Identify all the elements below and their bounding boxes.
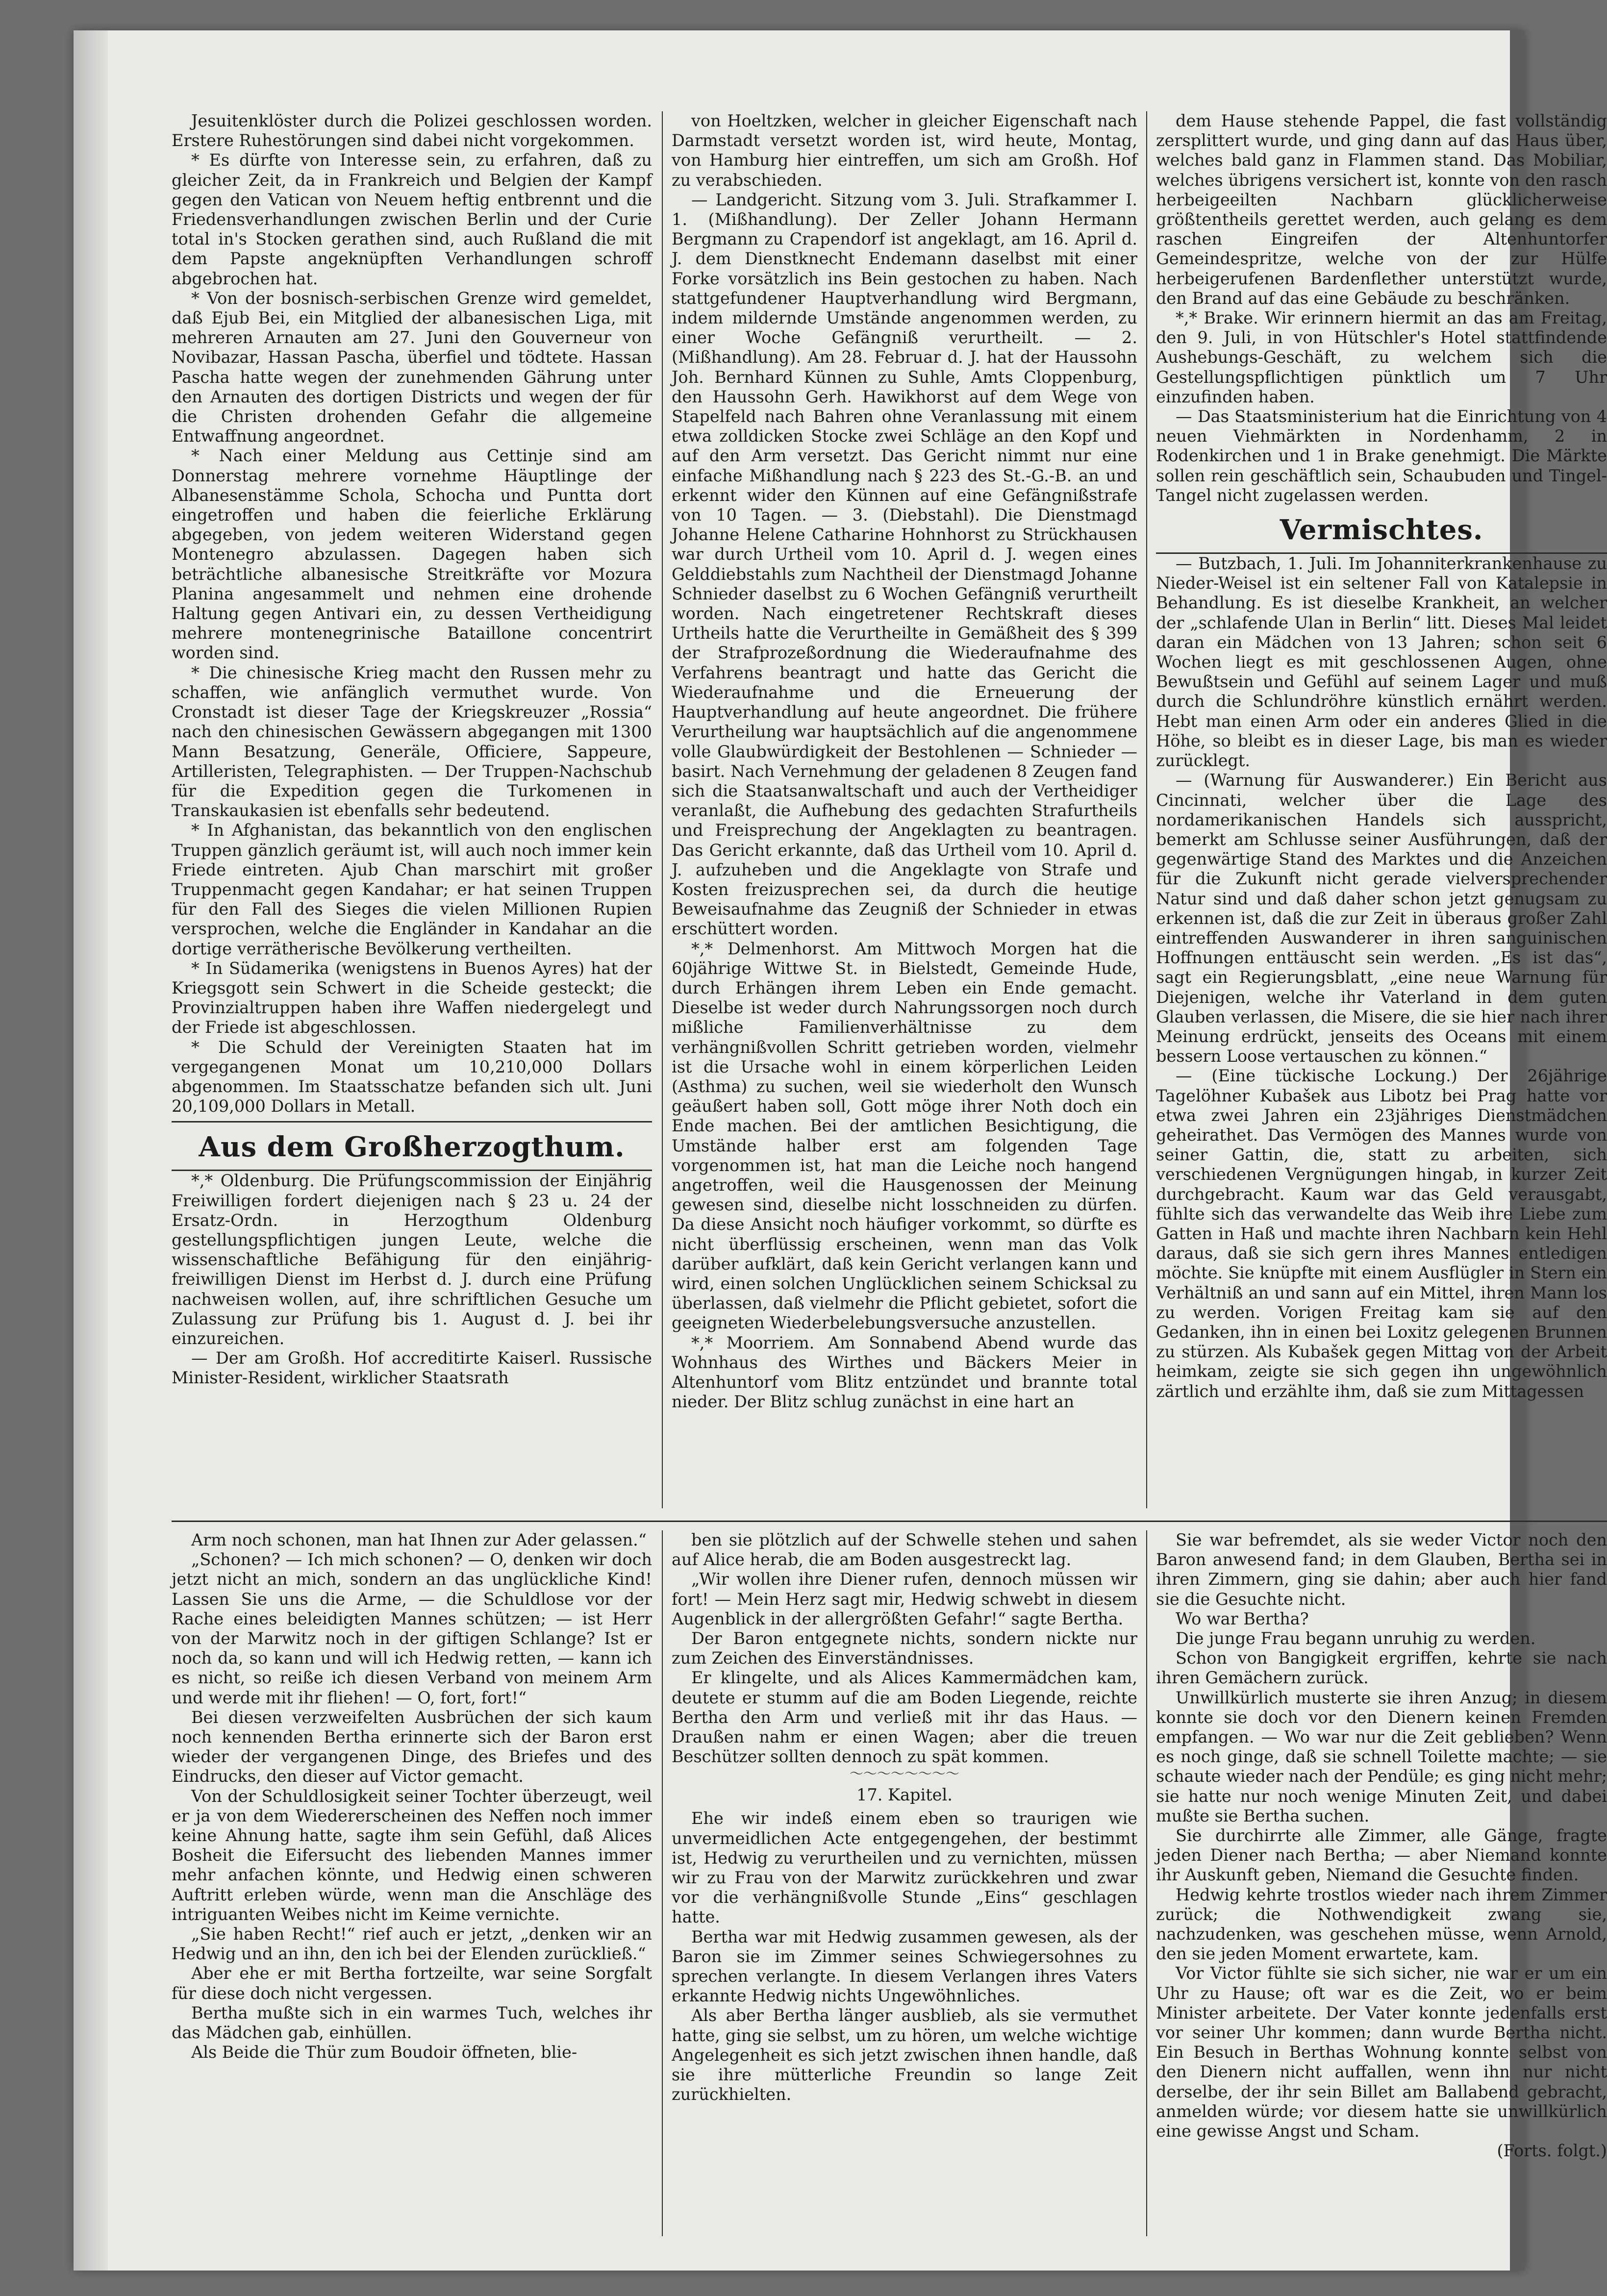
column-divider-2	[1146, 111, 1147, 1508]
paragraph: * In Afghanistan, das bekanntlich von den englischen Truppen gänzlich geräumt ist, will auch noch immer kein Friede eintreten. Ajub Chan marschirt mit großer Truppenmacht gegen Kandahar; er hat seinen Truppen für den Fall des Sieges die vielen Millionen Rupien versprochen, welche die Engländer in Kandahar an die dortige verrätherische Bevölkerung vertheilten.	[172, 821, 652, 958]
bottom-divider-2	[1146, 1530, 1147, 2236]
paragraph: — (Eine tückische Lockung.) Der 26jährige Tagelöhner Kubašek aus Libotz bei Prag hatte vor etwa zwei Jahren ein 23jähriges Dienstmädchen geheirathet. Das Vermögen des Mannes wurde von seiner Gattin, die, statt zu arbeiten, sich verschiedenen Vergnügungen hingab, in kurzer Zeit durchgebracht. Kaum war das Geld verausgabt, fühlte sich das verwandelte das Weib ihre Liebe zum Gatten in Haß und machte ihren Nachbarn kein Hehl daraus, daß sie sich gern ihres Mannes entledigen möchte. Sie knüpfte mit einem Ausflügler in Stern ein Verhältniß an und sann auf ein Mittel, ihren Mann los zu werden. Vorigen Freitag kam sie auf den Gedanken, ihn in einen bei Loxitz gelegenen Brunnen zu stürzen. Als Kubašek gegen Mittag von der Arbeit heimkam, zeigte sie sich gegen ihn ungewöhnlich zärtlich und erzählte ihm, daß sie zum Mittagessen	[1156, 1066, 1607, 1401]
paragraph: Bertha mußte sich in ein warmes Tuch, welches ihr das Mädchen gab, einhüllen.	[172, 2003, 652, 2043]
feuilleton-divider	[172, 1521, 1607, 1522]
paragraph: *,* Brake. Wir erinnern hiermit an das am Freitag, den 9. Juli, in von Hütschler's Hotel stattfindende Aushebungs-Geschäft, zu welchem sich die Gestellungspflichtigen pünktlich um 7 Uhr einzufinden haben.	[1156, 308, 1607, 406]
paragraph: Vor Victor fühlte sie sich sicher, nie war er um ein Uhr zu Hause; oft war es die Zeit, wo er beim Minister arbeitete. Der Vater konnte jedenfalls erst vor seiner Uhr kommen; dann wurde Bertha nicht. Ein Besuch in Berthas Wohnung konnte selbst von den Dienern nicht auffallen, wenn ihn nur nicht derselbe, der ihr sein Billet am Ballabend gebracht, anmelden würde; vor diesem hatte sie unwillkürlich eine gewisse Angst und Scham.	[1156, 1964, 1607, 2141]
paragraph: „Sie haben Recht!“ rief auch er jetzt, „denken wir an Hedwig und an ihn, den ich bei der Elenden zurückließ.“	[172, 1924, 652, 1964]
paragraph: Die junge Frau begann unruhig zu werden.	[1176, 1629, 1536, 1648]
top-col1-after	[172, 1171, 652, 1388]
top-column-2	[672, 111, 1137, 1508]
paragraph: — Landgericht. Sitzung vom 3. Juli. Strafkammer I. 1. (Mißhandlung). Der Zeller Johann Hermann Bergmann zu Crapendorf ist angeklagt, am 16. April d. J. dem Dienstknecht Endemann daselbst mit einer Forke vorsätzlich ins Bein gestochen zu haben. Nach stattgefundener Hauptverhandlung wird Bergmann, indem mildernde Umstände angenommen werden, zu einer Woche Gefängniß verurtheilt. — 2. (Mißhandlung). Am 28. Februar d. J. hat der Haussohn Joh. Bernhard Künnen zu Suhle, Amts Cloppenburg, den Haussohn Gerh. Hawikhorst auf dem Wege von Stapelfeld nach Bahren ohne Veranlassung mit einem etwa zolldicken Stocke zwei Schläge an den Kopf und auf den Arm versetzt. Das Gericht nimmt nur eine einfache Mißhandlung nach § 223 des St.-G.-B. an und erkennt wider den Künnen auf eine Gefängnißstrafe von 10 Tagen. — 3. (Diebstahl). Die Dienstmagd Johanne Helene Catharine Hohnhorst zu Strückhausen war durch Urtheil vom 10. April d. J. wegen eines Gelddiebstahls zum Nachtheil der Dienstmagd Johanne Schnieder daselbst zu 6 Wochen Gefängniß verurtheilt worden. Nach eingetretener Rechtskraft dieses Urtheils hatte die Verurtheilte in Gemäßheit des § 399 der Strafprozeßordnung die Wiederaufnahme des Verfahrens beantragt und hatte das Gericht die Wiederaufnahme und die Erneuerung der Hauptverhandlung auf heute angeordnet. Die frühere Verurtheilung war hauptsächlich auf die angenommene volle Glaubwürdigkeit der Bestohlenen — Schnieder — basirt. Nach Vernehmung der geladenen 8 Zeugen fand sich die Staatsanwaltschaft und auch der Vertheidiger veranlaßt, die Aufhebung des gedachten Strafurtheils und Freisprechung der Angeklagten zu beantragen. Das Gericht erkannte, daß das Urtheil vom 10. April d. J. aufzuheben und die Angeklagte von Strafe und Kosten freizusprechen sei, da durch die heutige Beweisaufnahme das Zeugniß der Schnieder in etwas erschüttert worden.	[672, 190, 1137, 939]
top-col3-paragraphs	[1156, 111, 1607, 505]
top-column-3	[1156, 111, 1607, 1508]
bottom-col2-after	[672, 1809, 1137, 2104]
paragraph: * In Südamerika (wenigstens in Buenos Ayres) hat der Kriegsgott sein Schwert in die Scheide gesteckt; die Provinzialtruppen haben ihre Waffen niedergelegt und der Friede ist abgeschlossen.	[172, 958, 652, 1037]
page-spine-shadow	[74, 30, 108, 2271]
bottom-column-2	[672, 1530, 1137, 2236]
paragraph: — Der am Großh. Hof accreditirte Kaiserl. Russische Minister-Resident, wirklicher Staatsrath	[172, 1348, 652, 1388]
paragraph: Als aber Bertha länger ausblieb, als sie vermuthet hatte, ging sie selbst, um zu hören, um welche wichtige Angelegenheit es sich jetzt zwischen ihnen handle, daß sie ihre mütterliche Freundin so lange Zeit zurückhielten.	[672, 2006, 1137, 2104]
paragraph: Unwillkürlich musterte sie ihren Anzug; in diesem konnte sie doch vor den Dienern keinen Fremden empfangen. — Wo war nur die Zeit geblieben? Wenn es noch ginge, daß sie schnell Toilette machte; — sie schaute wieder nach der Pendüle; es ging nicht mehr; sie hatte nur noch wenige Minuten Zeit, und dabei mußte sie Bertha suchen.	[1156, 1688, 1607, 1825]
bottom-col1-paragraphs	[172, 1530, 652, 2062]
top-col1-paragraphs	[172, 111, 652, 1116]
paragraph: dem Hause stehende Pappel, die fast vollständig zersplittert wurde, und ging dann auf das Haus über, welches bald ganz in Flammen stand. Das Mobiliar, welches übrigens versichert ist, konnte von den rasch herbeigeeilten Nachbarn glücklicherweise größtentheils gerettet werden, auch gelang es dem raschen Eingreifen der Altenhuntorfer Gemeindespritze, welche von der zur Hülfe herbeigerufenen Bardenflether unterstützt wurde, den Brand auf das eine Gebäude zu beschränken.	[1156, 111, 1607, 308]
bottom-divider-1	[662, 1530, 663, 2236]
paragraph: Bei diesen verzweifelten Ausbrüchen der sich kaum noch kennenden Bertha erinnerte sich der Baron erst wieder der vergangenen Dinge, des Briefes und des Eindrucks, den dieser auf Victor gemacht.	[172, 1707, 652, 1786]
paragraph: Schon von Bangigkeit ergriffen, kehrte sie nach ihren Gemächern zurück.	[1156, 1648, 1607, 1688]
paragraph: *,* Oldenburg. Die Prüfungscommission der Einjährig Freiwilligen fordert diejenigen nach § 23 u. 24 der Ersatz-Ordn. in Herzogthum Oldenburg gestellungspflichtigen jungen Leute, welche die wissenschaftliche Befähigung für den einjährig-freiwilligen Dienst im Herbst d. J. durch eine Prüfung nachweisen wollen, auf, ihre schriftlichen Gesuche um Zulassung zur Prüfung bis 1. August d. J. bei ihr einzureichen.	[172, 1171, 652, 1348]
paragraph: Sie durchirrte alle Zimmer, alle Gänge, fragte jeden Diener nach Bertha; — aber Niemand konnte ihr Auskunft geben, Niemand die Gesuchte finden.	[1156, 1826, 1607, 1885]
top-column-1	[172, 111, 652, 1508]
paragraph: — Butzbach, 1. Juli. Im Johanniterkrankenhause zu Nieder-Weisel ist ein seltener Fall von Katalepsie in Behandlung. Es ist dieselbe Krankheit, an welcher der „schlafende Ulan in Berlin“ litt. Dieses Mal leidet daran ein Mädchen von 13 Jahren; schon seit 6 Wochen liegt es mit geschlossenen Augen, ohne Bewußtsein und Gefühl auf seinem Lager und muß durch die Schlundröhre künstlich ernährt werden. Hebt man einen Arm oder ein anderes Glied in die Höhe, so bleibt es in dieser Lage, bis man es wieder zurücklegt.	[1156, 554, 1607, 771]
paragraph: Wo war Bertha?	[1176, 1609, 1309, 1628]
section-heading-vermischtes: Vermischtes.	[1280, 514, 1483, 547]
column-divider-1	[662, 111, 663, 1508]
bottom-column-1	[172, 1530, 652, 2236]
paragraph: Arm noch schonen, man hat Ihnen zur Ader gelassen.“	[191, 1530, 647, 1549]
paragraph: Der Baron entgegnete nichts, sondern nickte nur zum Zeichen des Einverständnisses.	[672, 1629, 1137, 1668]
paragraph: *,* Moorriem. Am Sonnabend Abend wurde das Wohnhaus des Wirthes und Bäckers Meier in Altenhuntorf vom Blitz entzündet und brannte total nieder. Der Blitz schlug zunächst in eine hart an	[672, 1333, 1137, 1412]
paragraph: — (Warnung für Auswanderer.) Ein Bericht aus Cincinnati, welcher über die Lage des nordamerikanischen Handels sich ausspricht, bemerkt am Schlusse seiner Ausführungen, daß der gegenwärtige Stand des Marktes und die Anzeichen für die Zukunft nicht gerade vielversprechender Natur sind und daß daher schon jetzt genugsam zu erkennen ist, daß die zur Zeit in überaus großer Zahl eintreffenden Auswanderer in ihren sanguinischen Hoffnungen enttäuscht sein werden. „Es ist das“, sagt ein Regierungsblatt, „eine neue Warnung für Diejenigen, welche ihr Vaterland in dem guten Glauben verlassen, die Misere, die sie hier nach ihrer Meinung erdrückt, jenseits des Oceans mit einem bessern Loose vertauschen zu können.“	[1156, 771, 1607, 1066]
top-col2-paragraphs	[672, 111, 1137, 1412]
paragraph: Jesuitenklöster durch die Polizei geschlossen worden. Erstere Ruhestörungen sind dabei nicht vorgekommen.	[172, 111, 652, 150]
paragraph: „Wir wollen ihre Diener rufen, dennoch müssen wir fort! — Mein Herz sagt mir, Hedwig schwebt in diesem Augenblick in der allergrößten Gefahr!“ sagte Bertha.	[672, 1570, 1137, 1628]
paragraph: Von der Schuldlosigkeit seiner Tochter überzeugt, weil er ja von dem Wiedererscheinen des Neffen noch immer keine Ahnung hatte, sagte ihm sein Gefühl, daß Alices Bosheit die Eifersucht des liebenden Mannes immer mehr anfachen könnte, und Hedwig einen schweren Auftritt erleben würde, wenn man die Anschläge des intriguanten Weibes nicht im Keime vernichte.	[172, 1786, 652, 1924]
paragraph: Ehe wir indeß einem eben so traurigen wie unvermeidlichen Acte entgegengehen, der bestimmt ist, Hedwig zu verurtheilen und zu vernichten, müssen wir zu Frau von der Marwitz zurückkehren und zwar vor die verhängnißvolle Stunde „Eins“ geschlagen hatte.	[672, 1809, 1137, 1927]
paragraph: Als Beide die Thür zum Boudoir öffneten, blie-	[191, 2043, 578, 2062]
paragraph: Sie war befremdet, als sie weder Victor noch den Baron anwesend fand; in dem Glauben, Bertha sei in ihren Zimmern, ging sie dahin; aber auch hier fand sie die Gesuchte nicht.	[1156, 1530, 1607, 1609]
heading-rule-top	[172, 1121, 652, 1123]
newspaper-page	[74, 30, 1607, 2271]
paragraph: * Die chinesische Krieg macht den Russen mehr zu schaffen, wie anfänglich vermuthet wurde. Von Cronstadt ist dieser Tage der Kriegskreuzer „Rossia“ nach den chinesischen Gewässern abgegangen mit 1300 Mann Besatzung, Generäle, Officiere, Sappeure, Artilleristen, Telegraphisten. — Der Truppen-Nachschub für die Expedition gegen die Turkomenen in Transkaukasien ist ebenfalls sehr bedeutend.	[172, 663, 652, 821]
paragraph: * Die Schuld der Vereinigten Staaten hat im vergegangenen Monat um 10,210,000 Dollars abgenommen. Im Staatsschatze befanden sich ult. Juni 20,109,000 Dollars in Metall.	[172, 1037, 652, 1116]
chapter-ornament: 〜〜〜〜〜〜〜〜	[849, 1766, 959, 1782]
paragraph: Aber ehe er mit Bertha fortzeilte, war seine Sorgfalt für diese doch nicht vergessen.	[172, 1964, 652, 2003]
paragraph: * Nach einer Meldung aus Cettinje sind am Donnerstag mehrere vornehme Häuptlinge der Albanesenstämme Schola, Schocha und Puntta dort eingetroffen und haben die feierliche Erklärung abgegeben, von jedem weiteren Widerstand gegen Montenegro abzulassen. Dagegen haben sich beträchtliche albanesische Streitkräfte vor Mozura Planina angesammelt und nehmen eine drohende Haltung gegen Antivari ein, zu dessen Vertheidigung mehrere montenegrinische Bataillone concentrirt worden sind.	[172, 446, 652, 663]
paragraph: * Es dürfte von Interesse sein, zu erfahren, daß zu gleicher Zeit, da in Frankreich und Belgien der Kampf gegen den Vatican von Neuem heftig entbrennt und die Friedensverhandlungen zwischen Berlin und der Curie total in's Stocken gerathen sind, auch Rußland die mit dem Papste angeknüpften Verhandlungen schroff abgebrochen hat.	[172, 150, 652, 288]
bottom-column-3	[1156, 1530, 1607, 2236]
section-heading-grossherzogthum: Aus dem Großherzogthum.	[199, 1131, 625, 1164]
continuation-note: (Forts. folgt.)	[1497, 2141, 1607, 2161]
paragraph: * Von der bosnisch-serbischen Grenze wird gemeldet, daß Ejub Bei, ein Mitglied der albanesischen Liga, mit mehreren Arnauten am 27. Juni den Gouverneur von Novibazar, Hassan Pascha, überfiel und tödtete. Hassan Pascha hatte wegen der zunehmenden Gährung unter den Arnauten des dortigen Districts und wegen der für die Christen drohenden Gefahr die allgemeine Entwaffnung angeordnet.	[172, 288, 652, 446]
paragraph: ben sie plötzlich auf der Schwelle stehen und sahen auf Alice herab, die am Boden ausgestreckt lag.	[672, 1530, 1137, 1570]
chapter-title: 17. Kapitel.	[856, 1785, 953, 1805]
paragraph: Bertha war mit Hedwig zusammen gewesen, als der Baron sie im Zimmer seines Schwiegersohnes zu sprechen verlangte. In diesem Verlangen ihres Vaters erkannte Hedwig nichts Ungewöhnliches.	[672, 1927, 1137, 2006]
paragraph: „Schonen? — Ich mich schonen? — O, denken wir doch jetzt nicht an mich, sondern an das unglückliche Kind! Lassen Sie uns die Arme, — die Schuldlose vor der Rache eines beleidigten Mannes schützen; — ist Herr von der Marwitz noch in der giftigen Schlange? Ist er noch da, so kann und will ich Hedwig retten, — kann ich es nicht, so reiße ich diesen Verband von meinem Arm und werde mit ihr fliehen! — O, fort, fort!“	[172, 1550, 652, 1707]
paragraph: Er klingelte, und als Alices Kammermädchen kam, deutete er stumm auf die am Boden Liegende, reichte Bertha den Arm und verließ mit ihr das Haus. — Draußen nahm er einen Wagen; aber die treuen Beschützer sollten dennoch zu spät kommen.	[672, 1668, 1137, 1767]
top-col3-after	[1156, 554, 1607, 1401]
paragraph: Hedwig kehrte trostlos wieder nach ihrem Zimmer zurück; die Nothwendigkeit zwang sie, nachzudenken, was geschehen müsse, wenn Arnold, den sie jeden Moment erwartete, kam.	[1156, 1885, 1607, 1964]
bottom-col3-paragraphs	[1156, 1530, 1607, 2141]
paragraph: — Das Staatsministerium hat die Einrichtung von 4 neuen Viehmärkten in Nordenhamm, 2 in Rodenkirchen und 1 in Brake genehmigt. Die Märkte sollen rein geschäftlich sein, Schaubuden und Tingel-Tangel nicht zugelassen werden.	[1156, 407, 1607, 505]
bottom-col2-paragraphs	[672, 1530, 1137, 1767]
paragraph: von Hoeltzken, welcher in gleicher Eigenschaft nach Darmstadt versetzt worden ist, wird heute, Montag, von Hamburg hier eintreffen, um sich am Großh. Hof zu verabschieden.	[672, 111, 1137, 190]
paragraph: *,* Delmenhorst. Am Mittwoch Morgen hat die 60jährige Wittwe St. in Bielstedt, Gemeinde Hude, durch Erhängen ihrem Leben ein Ende gemacht. Dieselbe ist weder durch Nahrungssorgen noch durch mißliche Familienverhältnisse zu dem verhängnißvollen Schritt getrieben worden, vielmehr ist die Ursache wohl in einem körperlichen Leiden (Asthma) zu suchen, weil sie wiederholt den Wunsch geäußert haben soll, Gott möge ihrer Noth doch ein Ende machen. Bei der amtlichen Besichtigung, die Umstände halber erst am folgenden Tage vorgenommen ist, hat man die Leiche noch hangend angetroffen, weil die Hausgenossen der Meinung gewesen sind, dieselbe nicht losschneiden zu dürfen. Da diese Ansicht noch häufiger vorkommt, so dürfte es nicht überflüssig erscheinen, wenn man das Volk darüber aufklärt, daß kein Gericht verlangen kann und wird, einen solchen Unglücklichen seinem Schicksal zu überlassen, daß vielmehr die Pflicht gebietet, sofort die geeigneten Wiederbelebungsversuche anzustellen.	[672, 939, 1137, 1333]
